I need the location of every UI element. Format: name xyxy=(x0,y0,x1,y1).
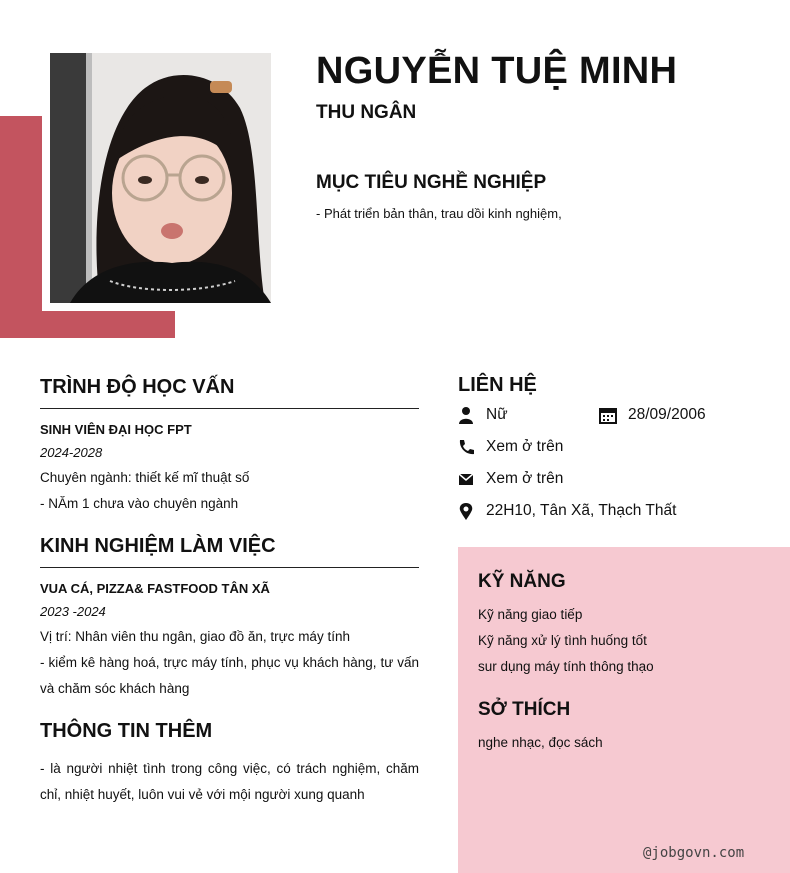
skill-item: sur dụng máy tính thông thạo xyxy=(478,659,654,674)
extra-info-text: - là người nhiệt tình trong công việc, có trách nghiệm, chăm chỉ, nhiệt huyết, luôn vui vẻ với mội người xung quanh xyxy=(40,761,419,802)
experience-company: VUA CÁ, PIZZA& FASTFOOD TÂN XÃ xyxy=(40,581,270,596)
skill-item: Kỹ năng xử lý tình huống tốt xyxy=(478,633,647,648)
experience-duties: - kiểm kê hàng hoá, trực máy tính, phục vụ khách hàng, tư vấn và chăm sóc khách hàng xyxy=(40,655,419,696)
education-period: 2024-2028 xyxy=(40,445,103,460)
candidate-name: NGUYỄN TUỆ MINH xyxy=(316,50,678,92)
mail-icon xyxy=(456,469,476,489)
experience-role: Vị trí: Nhân viên thu ngân, giao đồ ăn, trực máy tính xyxy=(40,629,350,644)
skills-hobbies-panel xyxy=(458,547,790,873)
hobbies-heading: SỞ THÍCH xyxy=(478,699,571,720)
hobbies-text: nghe nhạc, đọc sách xyxy=(478,735,603,750)
gender-value: Nữ xyxy=(486,406,508,423)
education-school: SINH VIÊN ĐẠI HỌC FPT xyxy=(40,422,192,437)
location-pin-icon xyxy=(456,501,476,521)
watermark: @jobgovn.com xyxy=(643,845,745,861)
education-heading: TRÌNH ĐỘ HỌC VẤN xyxy=(40,376,235,398)
objective-heading: MỤC TIÊU NGHỀ NGHIỆP xyxy=(316,172,547,193)
address-value: 22H10, Tân Xã, Thạch Thất xyxy=(486,502,677,519)
job-position: THU NGÂN xyxy=(316,102,417,123)
contact-email xyxy=(456,469,563,489)
profile-photo xyxy=(50,53,271,303)
contact-heading: LIÊN HỆ xyxy=(458,374,537,396)
phone-value: Xem ở trên xyxy=(486,438,564,455)
experience-heading: KINH NGHIỆM LÀM VIỆC xyxy=(40,535,276,557)
extra-info-heading: THÔNG TIN THÊM xyxy=(40,720,213,742)
person-icon xyxy=(456,405,476,425)
email-value: Xem ở trên xyxy=(486,470,564,487)
skills-heading: KỸ NĂNG xyxy=(478,571,566,592)
divider xyxy=(40,567,419,568)
contact-gender xyxy=(456,405,508,425)
skill-item: Kỹ năng giao tiếp xyxy=(478,607,583,622)
calendar-icon xyxy=(598,405,618,425)
objective-text: - Phát triển bản thân, trau dồi kinh nghiệm, xyxy=(316,206,562,221)
divider xyxy=(40,408,419,409)
education-note: - NĂm 1 chưa vào chuyên ngành xyxy=(40,496,239,511)
phone-icon xyxy=(456,437,476,457)
contact-birthday xyxy=(598,405,706,425)
contact-address xyxy=(456,501,676,521)
contact-phone xyxy=(456,437,563,457)
education-major: Chuyên ngành: thiết kế mĩ thuật số xyxy=(40,470,250,485)
birthday-value: 28/09/2006 xyxy=(628,406,706,423)
experience-period: 2023 -2024 xyxy=(40,604,106,619)
